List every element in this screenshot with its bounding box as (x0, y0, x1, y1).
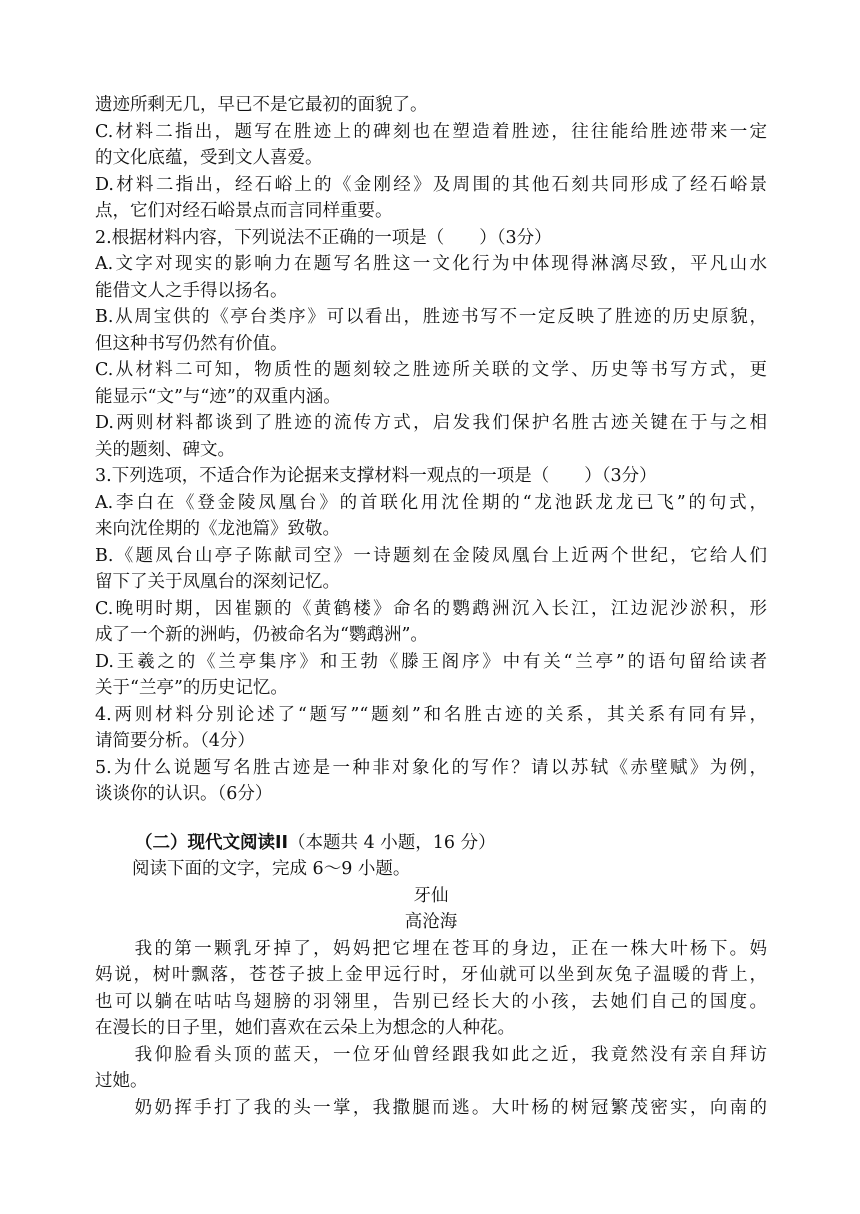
section-heading (95, 830, 767, 857)
story-line: 妈说，树叶飘落，苍苍子披上金甲远行时，牙仙就可以坐到灰兔子温暖的背上， (95, 965, 767, 985)
text-line: 成了一个新的洲屿，仍被命名为“鹦鹉洲”。 (95, 625, 428, 645)
text-line: 4.两则材料分别论述了“题写”“题刻”和名胜古迹的关系，其关系有同有异， (95, 704, 767, 725)
text-line: 5.为什么说题写名胜古迹是一种非对象化的写作？请以苏轼《赤壁赋》为例， (95, 757, 767, 778)
text-line: 但这种书写仍然有价值。 (95, 333, 288, 354)
text-line: D.王羲之的《兰亭集序》和王勃《滕王阁序》中有关“兰亭”的语句留给读者 (95, 651, 767, 672)
text-line: 3.下列选项，不适合作为论据来支撑材料一观点的一项是（ ）（3分） (95, 466, 657, 486)
text-line: 2.根据材料内容，下列说法不正确的一项是（ ）（3分） (95, 227, 552, 248)
section-gap (95, 808, 767, 830)
story-line: 我的第一颗乳牙掉了，妈妈把它埋在苍耳的身边，正在一株大叶杨下。妈 (95, 938, 767, 959)
text-line: 请简要分析。（4分） (95, 731, 255, 751)
text-line: 的文化底蕴，受到文人喜爱。 (95, 148, 323, 168)
text-line: 谈谈你的认识。（6分） (95, 784, 273, 804)
reading-instruction: 阅读下面的文字，完成 6～9 小题。 (132, 859, 411, 879)
section-title: （二）现代文阅读 (135, 832, 275, 853)
story-author: 高沧海 (404, 912, 458, 932)
text-line: B.从周宝供的《亭台类序》可以看出，胜迹书写不一定反映了胜迹的历史原貌， (95, 307, 767, 327)
text-line: 点，它们对经石峪景点而言同样重要。 (95, 201, 393, 221)
text-line: D.材料二指出，经石峪上的《金刚经》及周围的其他石刻共同形成了经石峪景 (95, 174, 767, 195)
text-line: 遗迹所剩无几，早已不是它最初的面貌了。 (95, 95, 428, 115)
text-line: 留下了关于凤凰台的深刻记忆。 (95, 572, 340, 592)
document-page (95, 92, 767, 1121)
story-line: 我仰脸看头顶的蓝天，一位牙仙曾经跟我如此之近，我竟然没有亲自拜访 (95, 1044, 767, 1065)
story-line: 过她。 (95, 1071, 148, 1091)
text-line: 关于“兰亭”的历史记忆。 (95, 678, 288, 698)
section-title-suffix: II (275, 832, 289, 853)
story-body (95, 936, 767, 1122)
text-line: B.《题凤台山亭子陈献司空》一诗题刻在金陵凤凰台上近两个世纪，它给人们 (95, 545, 767, 566)
text-line: 关的题刻、碑文。 (95, 439, 235, 460)
text-line: 来向沈佺期的《龙池篇》致敬。 (95, 519, 340, 539)
text-line: A.李白在《登金陵凤凰台》的首联化用沈佺期的“龙池跃龙龙已飞”的句式， (95, 492, 767, 513)
section-note: （本题共 4 小题，16 分） (288, 832, 496, 853)
story-line: 奶奶挥手打了我的头一掌，我撒腿而逃。大叶杨的树冠繁茂密实，向南的 (95, 1097, 767, 1118)
question-block (95, 92, 767, 808)
text-line: 能借文人之手得以扬名。 (95, 280, 288, 301)
text-line: A.文字对现实的影响力在题写名胜这一文化行为中体现得淋漓尽致，平凡山水 (95, 254, 767, 274)
text-line: 能显示“文”与“迹”的双重内涵。 (95, 386, 341, 407)
text-line: C.晚明时期，因崔颢的《黄鹤楼》命名的鹦鹉洲沉入长江，江边泥沙淤积，形 (95, 598, 767, 619)
story-line: 也可以躺在咕咕鸟翅膀的羽翎里，告别已经长大的小孩，去她们自己的国度。 (95, 991, 767, 1012)
text-line: C.材料二指出，题写在胜迹上的碑刻也在塑造着胜迹，往往能给胜迹带来一定 (95, 121, 767, 142)
text-line: D.两则材料都谈到了胜迹的流传方式，启发我们保护名胜古迹关键在于与之相 (95, 413, 767, 433)
story-line: 在漫长的日子里，她们喜欢在云朵上为想念的人种花。 (95, 1018, 515, 1038)
text-line: C.从材料二可知，物质性的题刻较之胜迹所关联的文学、历史等书写方式，更 (95, 360, 767, 380)
story-title: 牙仙 (413, 885, 449, 906)
